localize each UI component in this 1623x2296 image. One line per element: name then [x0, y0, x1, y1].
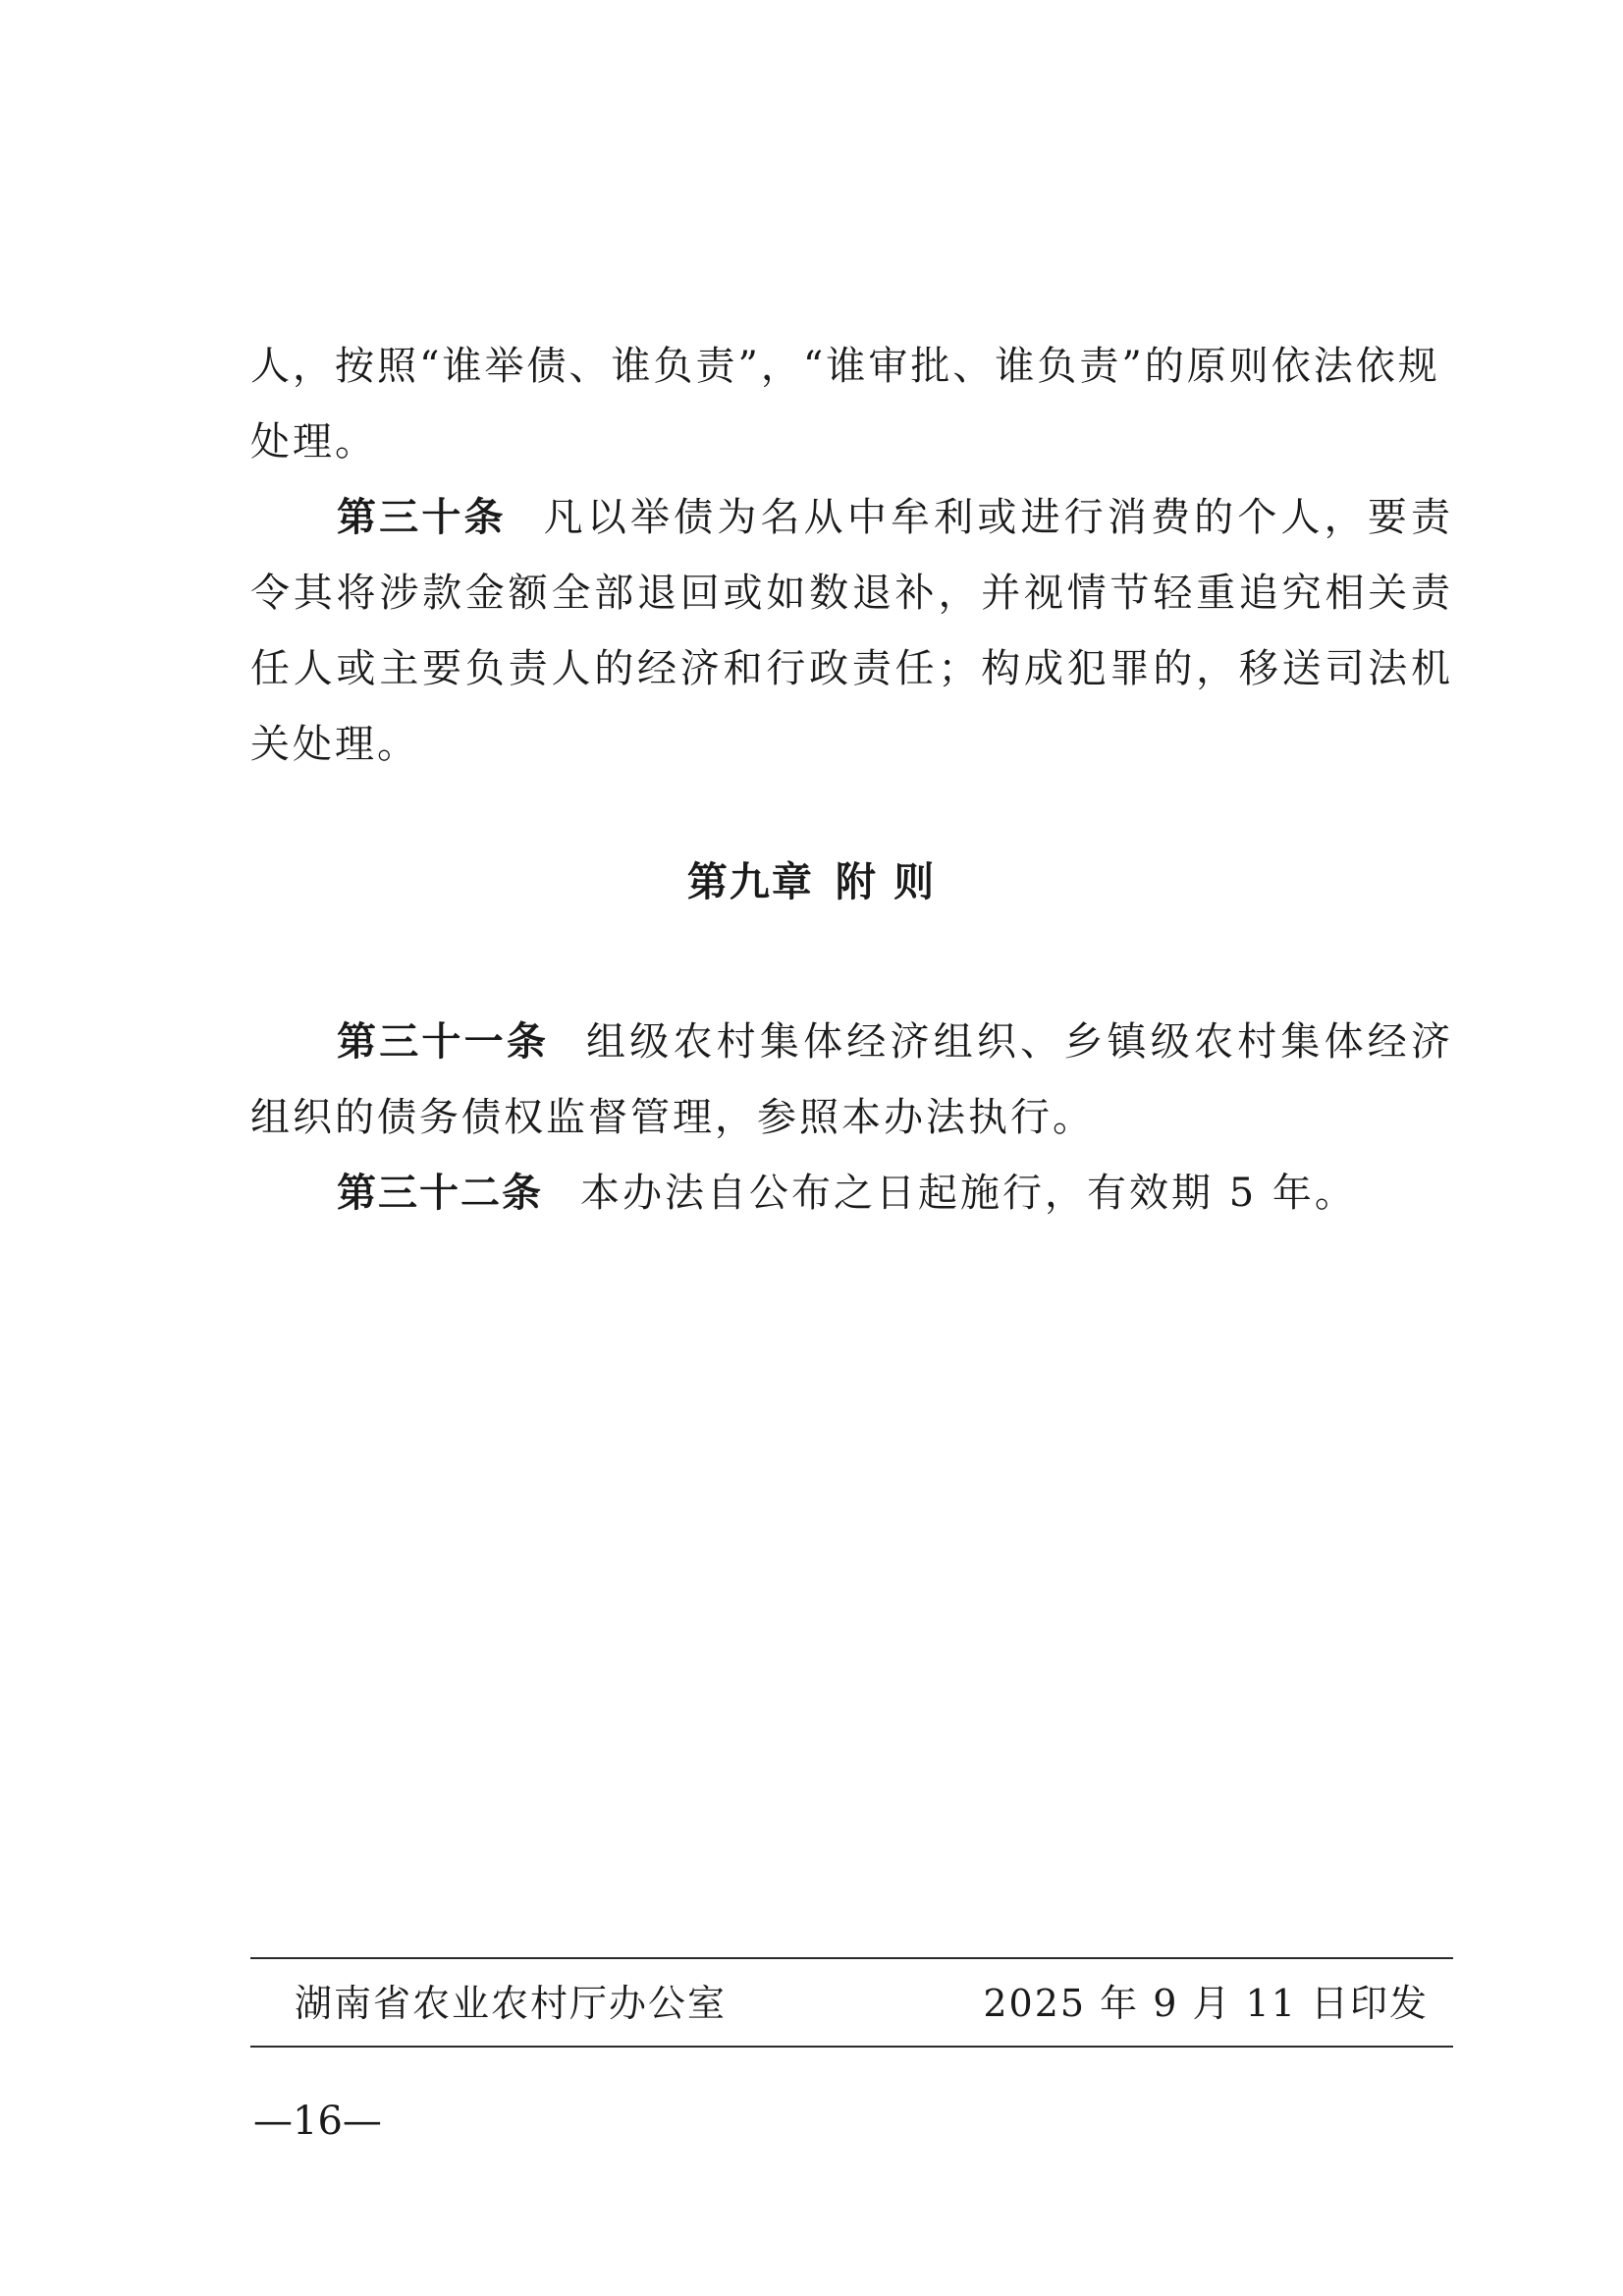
article-31-text: 组级农村集体经济组织、乡镇级农村集体经济组织的债务债权监督管理，参照本办法执行。	[250, 1019, 1454, 1140]
article-31-label: 第三十一条	[337, 1019, 550, 1065]
chapter-title: 附 则	[835, 858, 937, 905]
page-number: —16—	[253, 2099, 382, 2144]
footer-divider-bottom	[250, 2046, 1453, 2048]
chapter-heading	[0, 852, 1623, 911]
continuation-paragraph	[250, 329, 1453, 480]
issue-date: 2025 年 9 月 11 日印发	[983, 1982, 1429, 2025]
continuation-line-2: 处理。	[250, 419, 377, 465]
article-32-label: 第三十二条	[337, 1171, 543, 1216]
appendix-articles	[250, 1005, 1453, 1231]
article-32-text: 本办法自公布之日起施行，有效期 5 年。	[580, 1171, 1357, 1216]
article-30	[250, 480, 1453, 783]
body-text	[250, 329, 1453, 783]
article-30-text: 凡以举债为名从中牟利或进行消费的个人，要责令其将涉款金额全部退回或如数退补，并视情节轻重追究相关责任人或主要负责人的经济和行政责任；构成犯罪的，移送司法机关处理。	[250, 495, 1454, 767]
chapter-number: 第九章	[686, 858, 814, 905]
article-31	[250, 1005, 1453, 1156]
article-30-label: 第三十条	[337, 495, 507, 540]
footer-divider-top	[250, 1957, 1453, 1959]
issuer-name: 湖南省农业农村厅办公室	[295, 1982, 728, 2025]
continuation-line-1: 人，按照“谁举债、谁负责”，“谁审批、谁负责”的原则依法依规	[250, 344, 1440, 389]
article-32	[250, 1156, 1453, 1231]
issuance-footer	[250, 1969, 1453, 2038]
